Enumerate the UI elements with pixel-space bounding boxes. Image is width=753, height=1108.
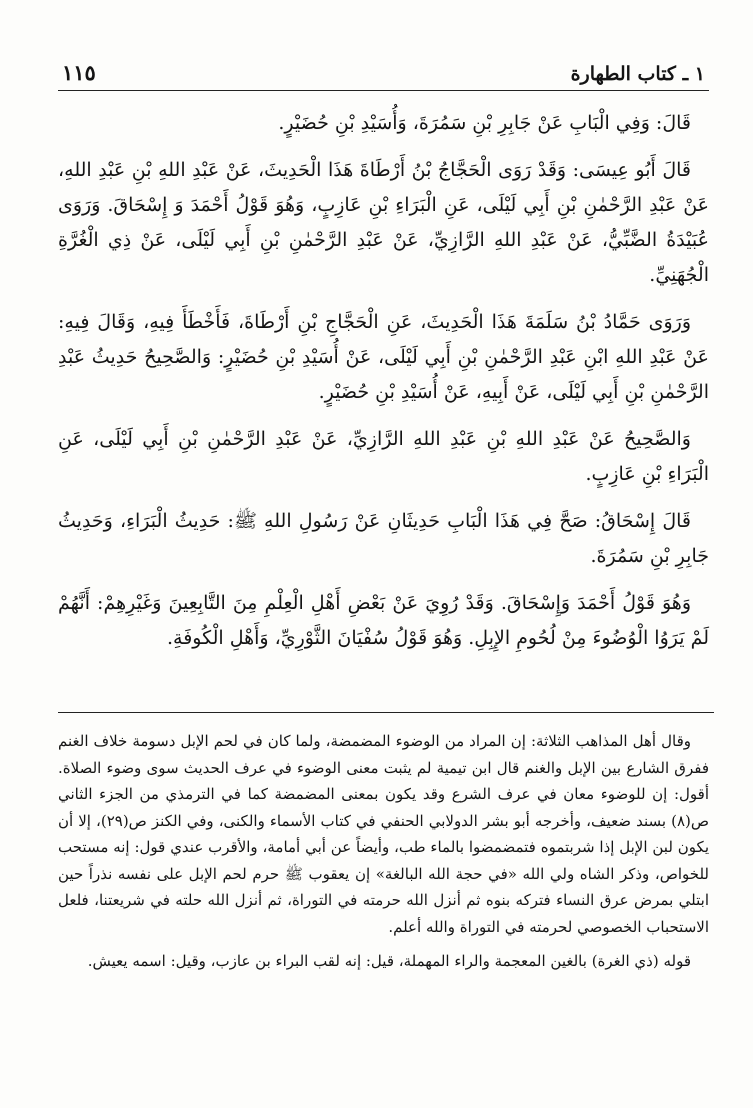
main-paragraph: قَالَ: وَفِي الْبَابِ عَنْ جَابِرِ بْنِ سَمُرَةَ، وَأُسَيْدِ بْنِ حُضَيْرٍ. xyxy=(278,112,691,134)
main-paragraph: وَالصَّحِيحُ عَنْ عَبْدِ اللهِ بْنِ عَبْدِ اللهِ الرَّازِيِّ، عَنْ عَبْدِ الرَّحْمٰنِ بْنِ أَبِي لَيْلَى، عَنِ الْبَرَاءِ بْنِ عَازِبٍ. xyxy=(58,428,709,485)
chapter-title: ١ ـ كتاب الطهارة xyxy=(570,63,705,85)
footnote-paragraph: وقال أهل المذاهب الثلاثة: إن المراد من الوضوء المضمضة، ولما كان في لحم الإبل دسومة خلاف الغنم ففرق الشارع بين الإبل والغنم قال ابن تيمية لم يثبت معنى الوضوء في عرف الحديث سوى وضوء الصلاة. أقول: إن للوضوء معان في عرف الشرع وقد يكون بمعنى المضمضة كما في الترمذي من الجزء الثاني ص(٨) بسند ضعيف، وأخرجه أبو بشر الدولابي الحنفي في كتاب الأسماء والكنى، وفي الكنز ص(٢٩)، إلا أن يكون لبن الإبل إذا شربتموه فتمضمضوا بالماء طب، وأيضاً عن أبي أمامة، والأقرب عندي قول: إنه مستحب للخواص، وذكر الشاه ولي الله «في حجة الله البالغة» إن يعقوب ﷺ حرم لحم الإبل على نفسه نذراً حين ابتلي بمرض عرق النساء فتركه بنوه ثم أنزل الله حرمته في التوراة، ثم أنزل الله حلته في شريعتنا، فلعل الاستحباب الخصوصي لحرمته في التوراة والله أعلم. xyxy=(58,732,710,936)
page-number: ١١٥ xyxy=(62,60,96,85)
footnote-paragraph: قوله (ذي الغرة) بالغين المعجمة والراء المهملة، قيل: إنه لقب البراء بن عازب، وقيل: اسمه يعيش. xyxy=(87,952,691,970)
footnote-divider xyxy=(58,712,714,713)
main-paragraph: وَهُوَ قَوْلُ أَحْمَدَ وَإِسْحَاقَ. وَقَدْ رُوِيَ عَنْ بَعْضِ أَهْلِ الْعِلْمِ مِنَ التَّابِعِينَ وَغَيْرِهِمْ: أَنَّهُمْ لَمْ يَرَوُا الْوُضُوءَ مِنْ لُحُومِ الإِبِلِ. وَهُوَ قَوْلُ سُفْيَانَ الثَّوْرِيِّ، وَأَهْلِ الْكُوفَةِ. xyxy=(58,592,709,649)
main-paragraph: قَالَ إِسْحَاقُ: صَحَّ فِي هَذَا الْبَابِ حَدِيثَانِ عَنْ رَسُولِ اللهِ ﷺ: حَدِيثُ الْبَرَاءِ، وَحَدِيثُ جَابِرِ بْنِ سَمُرَةَ. xyxy=(58,510,709,567)
main-paragraph: قَالَ أَبُو عِيسَى: وَقَدْ رَوَى الْحَجَّاجُ بْنُ أَرْطَاةَ هَذَا الْحَدِيثَ، عَنْ عَبْدِ اللهِ بْنِ عَبْدِ اللهِ، عَنْ عَبْدِ الرَّحْمٰنِ بْنِ أَبِي لَيْلَى، عَنِ الْبَرَاءِ بْنِ عَازِبٍ، وَهُوَ قَوْلُ أَحْمَدَ وَ إِسْحَاقَ. وَرَوَى عُبَيْدَةُ الضَّبِّيُّ، عَنْ عَبْدِ اللهِ الرَّازِيِّ، عَنْ عَبْدِ الرَّحْمٰنِ بْنِ أَبِي لَيْلَى، عَنْ ذِي الْغُرَّةِ الْجُهَنِيِّ. xyxy=(58,159,709,286)
footnotes xyxy=(58,728,709,983)
main-paragraph: وَرَوَى حَمَّادُ بْنُ سَلَمَةَ هَذَا الْحَدِيثَ، عَنِ الْحَجَّاجِ بْنِ أَرْطَاةَ، فَأَخْطَأَ فِيهِ، وَقَالَ فِيهِ: عَنْ عَبْدِ اللهِ ابْنِ عَبْدِ الرَّحْمٰنِ بْنِ أَبِي لَيْلَى، عَنْ أُسَيْدِ بْنِ حُضَيْرٍ: وَالصَّحِيحُ حَدِيثُ عَبْدِ الرَّحْمٰنِ بْنِ أَبِي لَيْلَى، عَنْ أَبِيهِ، عَنْ أُسَيْدِ بْنِ حُضَيْرٍ. xyxy=(58,311,709,403)
main-text xyxy=(58,106,709,668)
page-header xyxy=(58,56,709,91)
